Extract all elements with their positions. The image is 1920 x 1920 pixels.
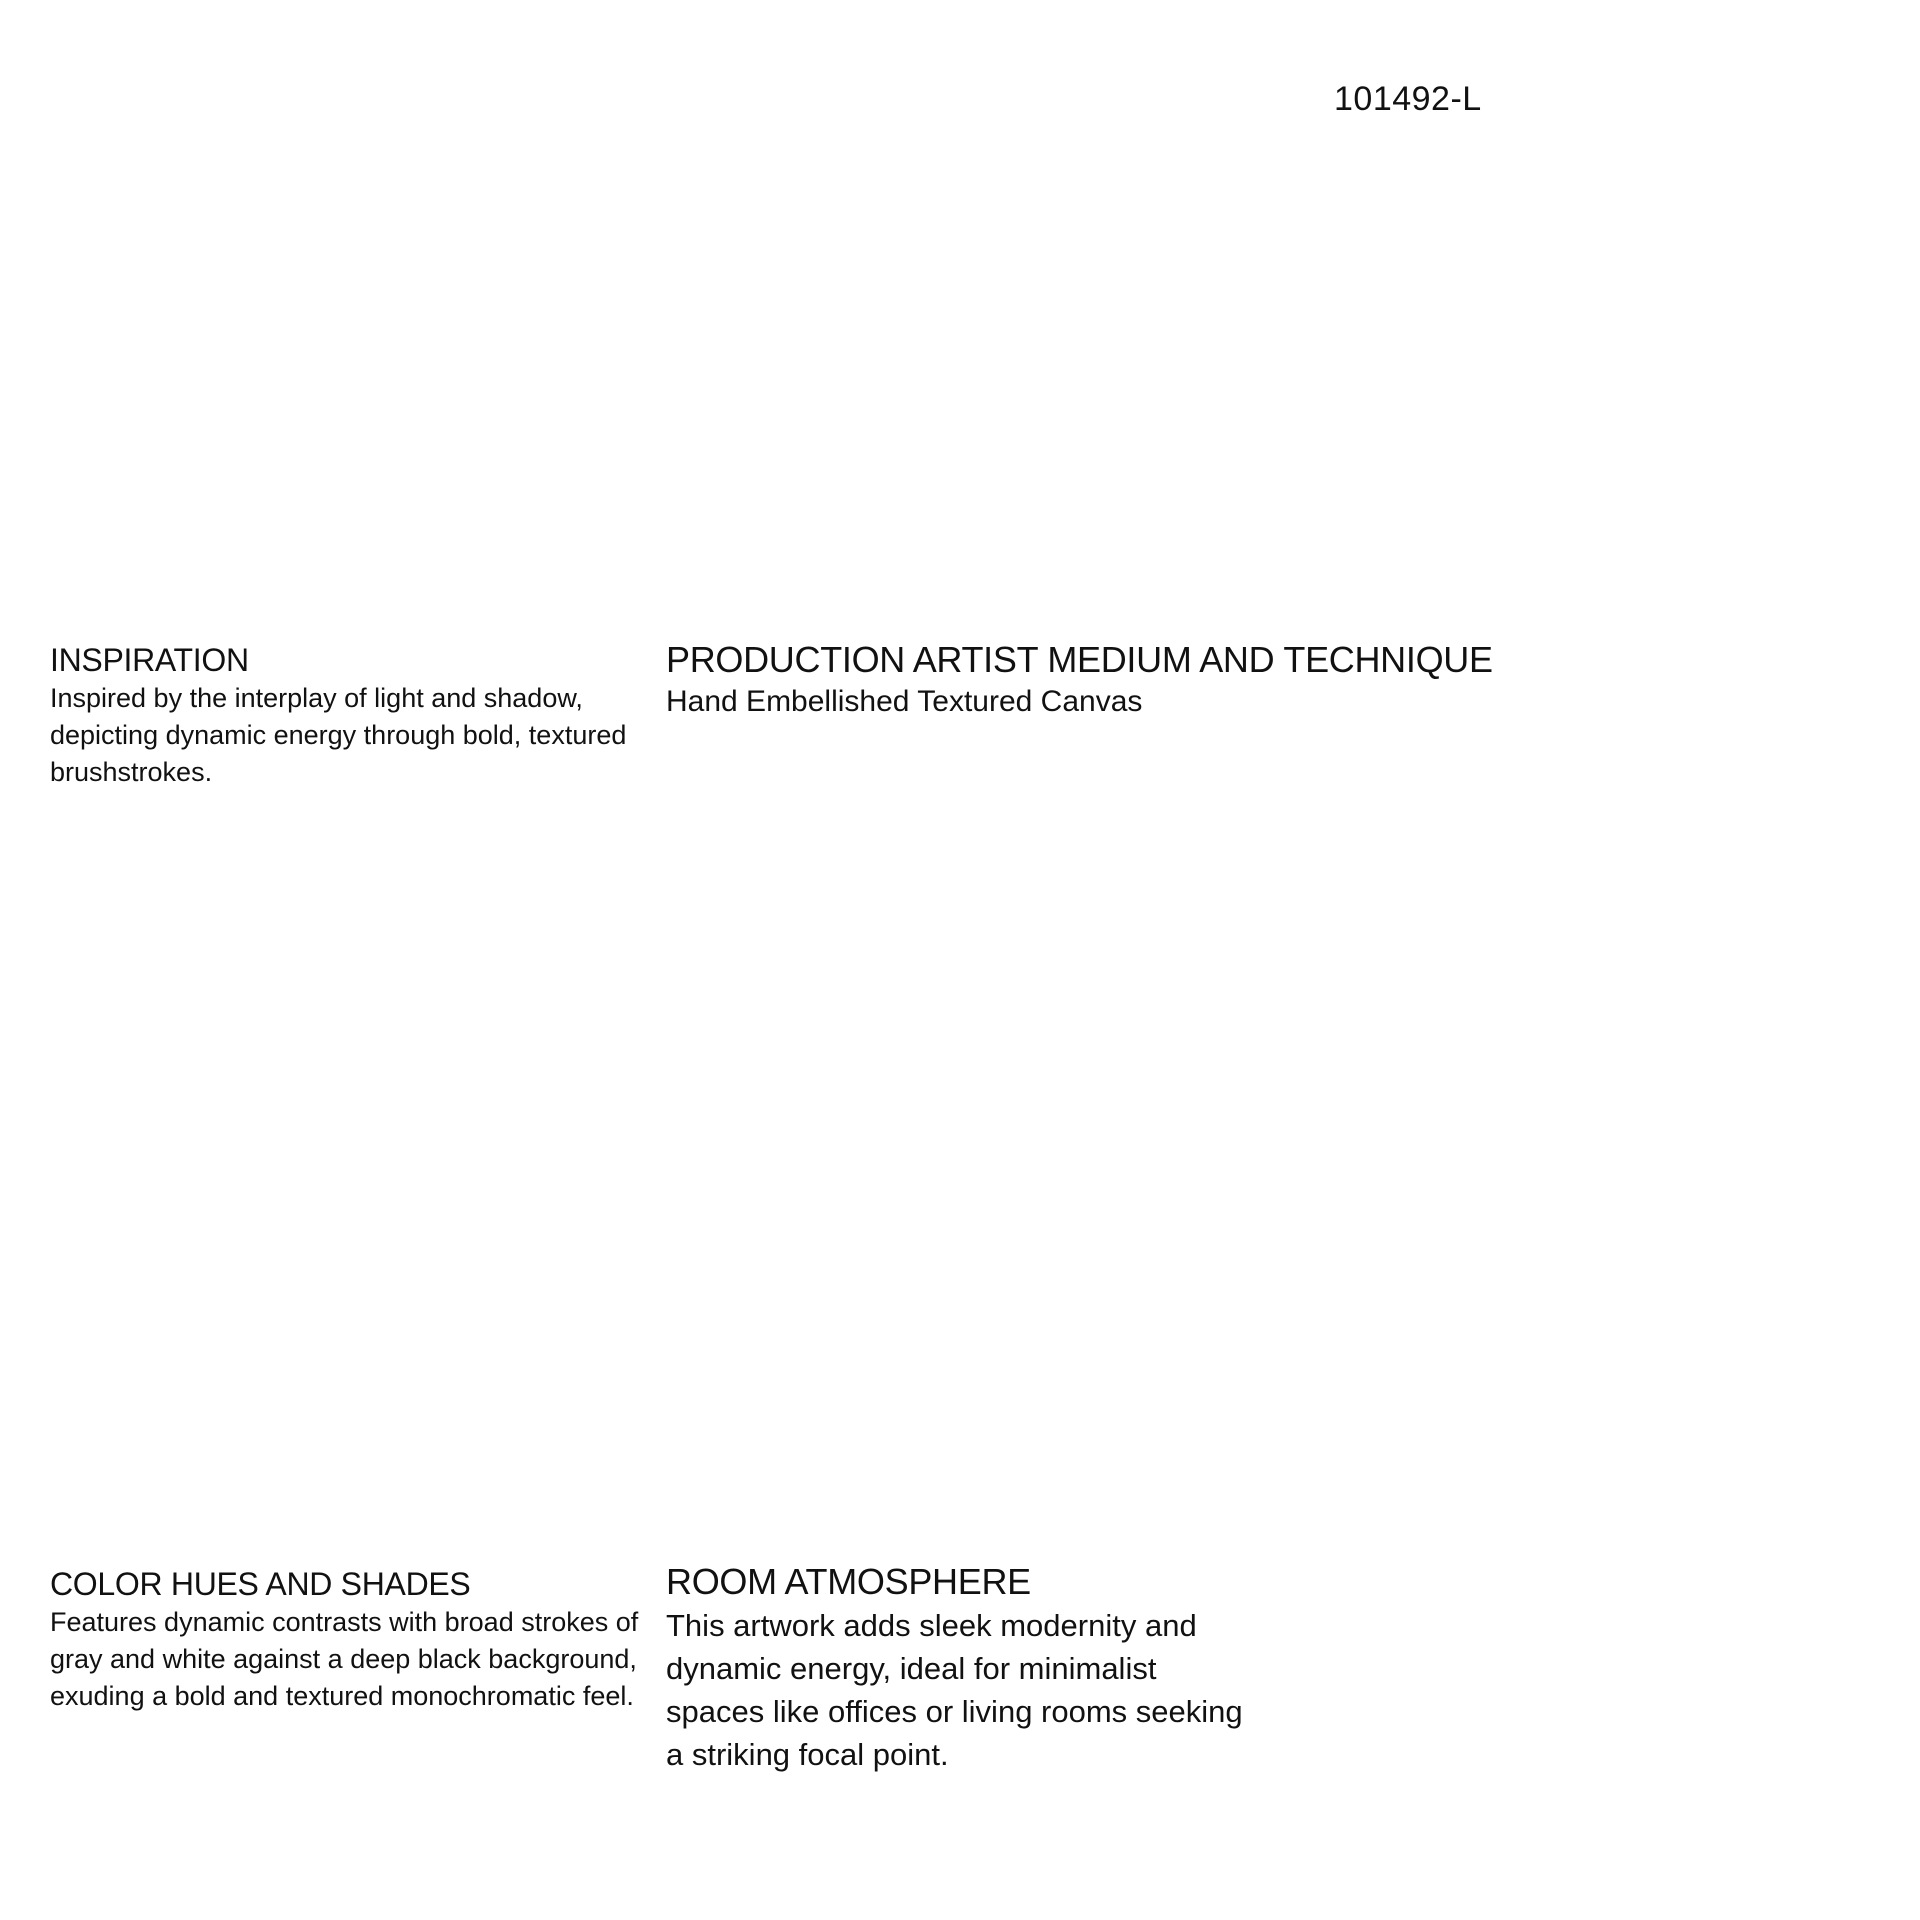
product-sku: 101492-L [1334, 80, 1482, 118]
color-text: Features dynamic contrasts with broad strokes of gray and white against a deep black background, exuding a bold and textured monochromatic feel. [50, 1607, 639, 1711]
medium-section [666, 638, 1566, 722]
inspiration-section [50, 640, 650, 791]
inspiration-text: Inspired by the interplay of light and shadow, depicting dynamic energy through bold, textured brushstrokes. [50, 683, 627, 787]
room-atmosphere-section [666, 1560, 1266, 1776]
inspiration-heading: INSPIRATION [50, 642, 249, 678]
room-atmosphere-text: This artwork adds sleek modernity and dynamic energy, ideal for minimalist spaces like offices or living rooms seeking a striking focal point. [666, 1608, 1243, 1772]
medium-heading: PRODUCTION ARTIST MEDIUM AND TECHNIQUE [666, 639, 1493, 680]
color-section [50, 1564, 650, 1715]
medium-text: Hand Embellished Textured Canvas [666, 685, 1143, 718]
color-heading: COLOR HUES AND SHADES [50, 1566, 471, 1602]
room-atmosphere-heading: ROOM ATMOSPHERE [666, 1561, 1031, 1602]
